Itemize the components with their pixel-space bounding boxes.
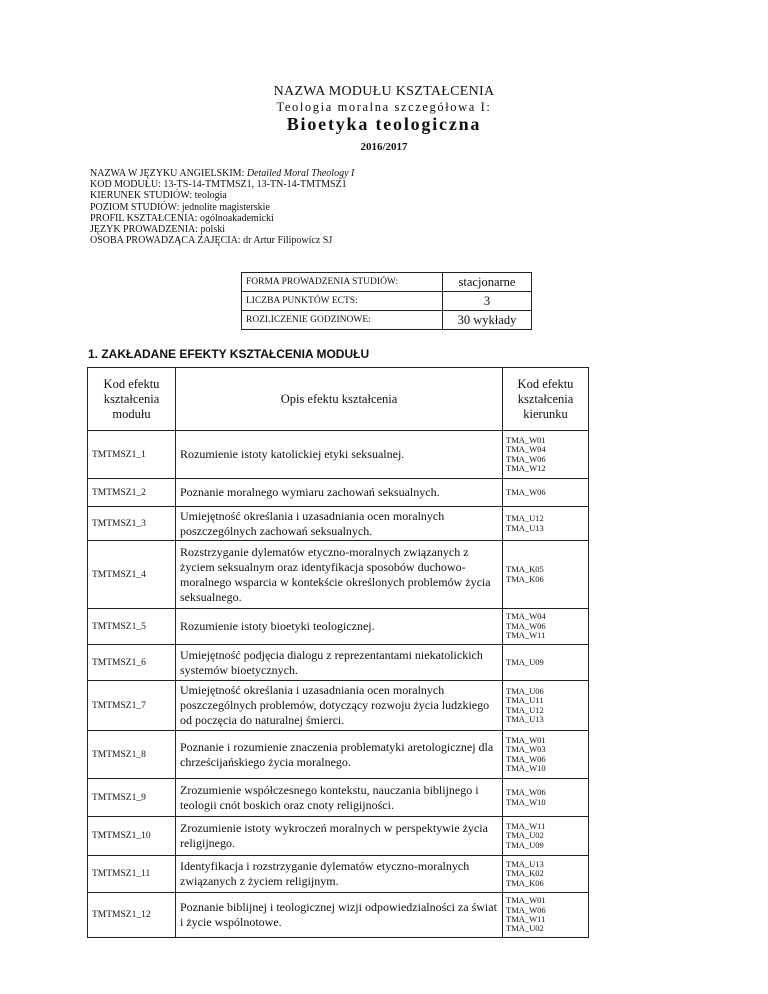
program-outcome-codes (503, 507, 589, 541)
module-outcome-code: TMTMSZ1_6 (88, 645, 176, 681)
program-outcome-codes (503, 856, 589, 893)
header-module-code: Kod efektu kształcenia modułu (88, 368, 176, 431)
table-row (88, 731, 589, 779)
outcome-description: Poznanie moralnego wymiaru zachowań seksualnych. (176, 479, 503, 507)
form-row (242, 273, 532, 292)
program-outcome-code: TMA_W01 (506, 734, 546, 745)
table-row (88, 817, 589, 856)
program-outcome-code: TMA_W12 (506, 462, 546, 473)
program-outcome-code: TMA_W01 (506, 895, 546, 906)
program-outcome-code: TMA_W06 (506, 904, 546, 915)
table-row (88, 779, 589, 817)
program-outcome-code: TMA_W06 (506, 753, 546, 764)
module-title: Bioetyka teologiczna (286, 114, 482, 134)
form-label: LICZBA PUNKTÓW ECTS: (242, 292, 443, 311)
module-outcome-code: TMTMSZ1_8 (88, 731, 176, 779)
teacher: OSOBA PROWADZĄCA ZAJĘCIA: dr Artur Filipowicz SJ (90, 235, 333, 247)
form-value: 3 (443, 292, 532, 311)
form-label: ROZLICZENIE GODZINOWE: (242, 311, 443, 330)
outcome-description: Umiejętność podjęcia dialogu z reprezentantami niekatolickich systemów bioetycznych. (176, 645, 503, 681)
table-row (88, 645, 589, 681)
module-metadata (90, 168, 354, 246)
program-outcome-code: TMA_W01 (506, 434, 546, 445)
outcome-description: Rozstrzyganie dylematów etyczno-moralnych związanych z życiem seksualnym oraz identyfikacja sposobów duchowo-moralnego wsparcia w kontekście określonych problemów życia seksualnego. (176, 541, 503, 609)
program-outcome-code: TMA_U13 (506, 522, 544, 533)
program-outcome-code: TMA_W10 (506, 762, 546, 773)
table-row (88, 609, 589, 645)
form-label: FORMA PROWADZENIA STUDIÓW: (242, 273, 443, 292)
table-row (88, 893, 589, 938)
outcome-description: Umiejętność określania i uzasadniania ocen moralnych poszczególnych zachowań seksualnych. (176, 507, 503, 541)
table-row (88, 681, 589, 731)
module-heading: NAZWA MODUŁU KSZTAŁCENIA (273, 84, 495, 99)
program-outcome-code: TMA_K05 (506, 564, 544, 575)
form-value: stacjonarne (443, 273, 532, 292)
english-name-label: NAZWA W JĘZYKU ANGIELSKIM: (90, 168, 247, 179)
program-outcome-codes (503, 541, 589, 609)
program-outcome-code: TMA_U02 (506, 923, 544, 934)
form-row (242, 311, 532, 330)
field-of-study: KIERUNEK STUDIÓW: teologia (90, 190, 227, 202)
module-subtitle: Teologia moralna szczegółowa I: (276, 100, 492, 114)
outcome-description: Rozumienie istoty katolickiej etyki seksualnej. (176, 431, 503, 479)
module-outcome-code: TMTMSZ1_1 (88, 431, 176, 479)
outcome-description: Poznanie i rozumienie znaczenia problematyki aretologicznej dla chrześcijańskiego życia moralnego. (176, 731, 503, 779)
table-row (88, 541, 589, 609)
program-outcome-code: TMA_U02 (506, 830, 544, 841)
program-outcome-code: TMA_K02 (506, 868, 544, 879)
outcome-description: Poznanie biblijnej i teologicznej wizji odpowiedzialności za świat i życie wspólnotowe. (176, 893, 503, 938)
module-outcome-code: TMTMSZ1_7 (88, 681, 176, 731)
outcome-description: Umiejętność określania i uzasadniania ocen moralnych poszczególnych problemów, dotyczący rozwoju życia ludzkiego od poczęcia do naturalnej śmierci. (176, 681, 503, 731)
program-outcome-code: TMA_W06 (506, 620, 546, 631)
program-outcome-code: TMA_W10 (506, 796, 546, 807)
program-outcome-code: TMA_K06 (506, 573, 544, 584)
program-outcome-code: TMA_W11 (506, 914, 546, 924)
program-outcome-code: TMA_U12 (506, 513, 544, 524)
program-outcome-code: TMA_W03 (506, 744, 546, 755)
program-outcome-codes (503, 779, 589, 817)
learning-outcomes-table (87, 367, 589, 938)
outcome-description: Identyfikacja i rozstrzyganie dylematów etyczno-moralnych związanych z życiem religijnym. (176, 856, 503, 893)
program-outcome-code: TMA_W06 (506, 787, 546, 798)
form-value: 30 wykłady (443, 311, 532, 330)
section-title: 1. ZAKŁADANE EFEKTY KSZTAŁCENIA MODUŁU (88, 347, 370, 361)
academic-year: 2016/2017 (360, 141, 408, 153)
program-outcome-code: TMA_W04 (506, 611, 546, 622)
study-level: POZIOM STUDIÓW: jednolite magisterskie (90, 201, 270, 213)
program-outcome-code: TMA_W04 (506, 444, 546, 455)
program-outcome-code: TMA_U13 (506, 858, 544, 869)
teaching-language: JĘZYK PROWADZENIA: polski (90, 224, 225, 236)
program-outcome-code: TMA_W11 (506, 630, 546, 641)
header-description: Opis efektu kształcenia (176, 368, 503, 431)
outcome-description: Zrozumienie istoty wykroczeń moralnych w perspektywie życia religijnego. (176, 817, 503, 856)
form-row (242, 292, 532, 311)
program-outcome-codes (503, 609, 589, 645)
program-outcome-codes (503, 479, 589, 507)
program-outcome-code: TMA_U12 (506, 704, 544, 715)
english-name-value: Detailed Moral Theology I (246, 168, 355, 179)
program-outcome-codes (503, 681, 589, 731)
module-outcome-code: TMTMSZ1_3 (88, 507, 176, 541)
program-outcome-codes (503, 817, 589, 856)
module-code: KOD MODUŁU: 13-TS-14-TMTMSZ1, 13-TN-14-TMTMSZ1 (90, 179, 347, 191)
table-header-row (88, 368, 589, 431)
table-row (88, 507, 589, 541)
outcome-description: Rozumienie istoty bioetyki teologicznej. (176, 609, 503, 645)
program-outcome-code: TMA_U11 (506, 695, 544, 706)
program-outcome-code: TMA_W06 (506, 486, 546, 497)
program-outcome-code: TMA_U09 (506, 839, 544, 850)
table-row (88, 479, 589, 507)
program-outcome-code: TMA_W11 (506, 820, 546, 831)
module-outcome-code: TMTMSZ1_10 (88, 817, 176, 856)
program-outcome-codes (503, 431, 589, 479)
program-outcome-codes (503, 731, 589, 779)
program-outcome-code: TMA_K06 (506, 877, 544, 888)
module-outcome-code: TMTMSZ1_12 (88, 893, 176, 938)
education-profile: PROFIL KSZTAŁCENIA: ogólnoakademicki (90, 212, 274, 224)
program-outcome-code: TMA_U09 (506, 656, 544, 667)
table-row (88, 856, 589, 893)
table-body (88, 431, 589, 938)
program-outcome-code: TMA_W06 (506, 453, 546, 464)
program-outcome-codes (503, 645, 589, 681)
outcome-description: Zrozumienie współczesnego kontekstu, nauczania biblijnego i teologii cnót boskich oraz cnoty religijności. (176, 779, 503, 817)
module-outcome-code: TMTMSZ1_9 (88, 779, 176, 817)
program-outcome-code: TMA_U06 (506, 685, 544, 696)
table-row (88, 431, 589, 479)
module-outcome-code: TMTMSZ1_2 (88, 479, 176, 507)
program-outcome-codes (503, 893, 589, 938)
module-outcome-code: TMTMSZ1_5 (88, 609, 176, 645)
study-form-table (241, 272, 532, 330)
program-outcome-code: TMA_U13 (506, 713, 544, 724)
module-outcome-code: TMTMSZ1_11 (88, 856, 176, 893)
header-program-code: Kod efektu kształcenia kierunku (503, 368, 589, 431)
english-name-row (90, 168, 354, 179)
module-outcome-code: TMTMSZ1_4 (88, 541, 176, 609)
